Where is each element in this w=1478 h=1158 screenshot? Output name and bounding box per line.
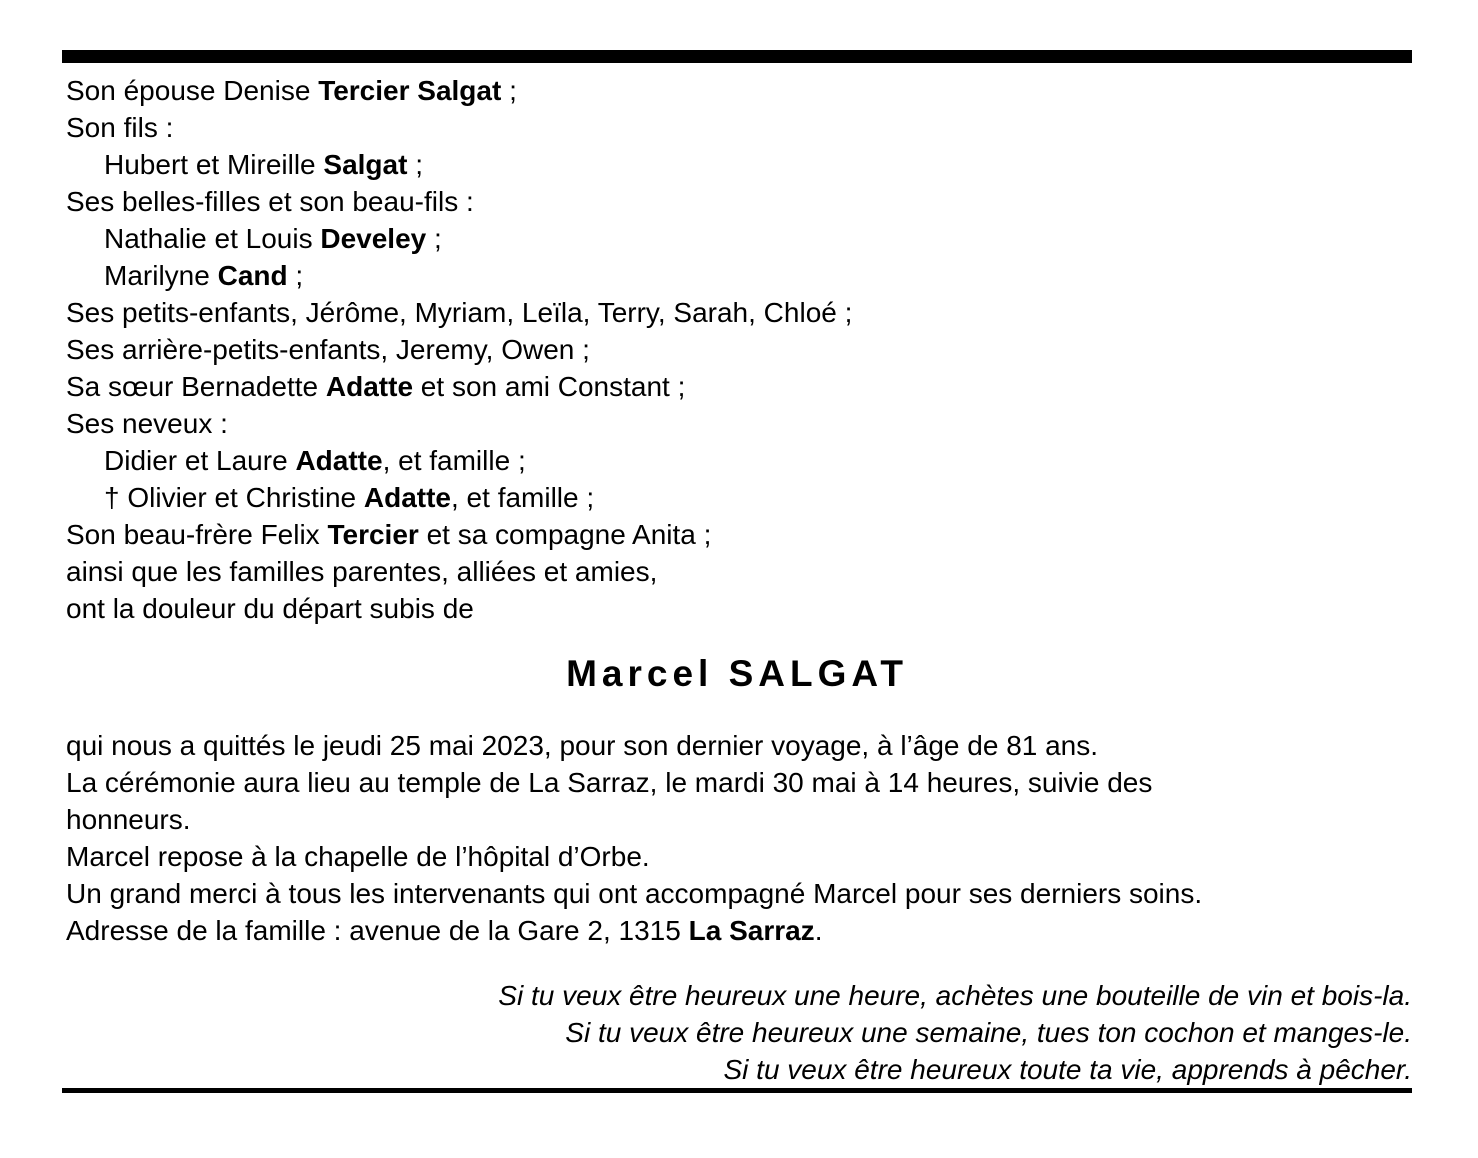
family-list [62, 72, 1412, 627]
deceased-name: Marcel SALGAT [566, 653, 908, 694]
surname-bold-text: Tercier Salgat [318, 75, 502, 106]
announcement [62, 727, 1412, 949]
quote-line [62, 977, 1412, 1014]
surname-bold-text: Adatte [295, 445, 383, 476]
surname-bold-text: Tercier [327, 519, 419, 550]
text-segment: Si tu veux être heureux une semaine, tues ton cochon et manges-le. [565, 1017, 1412, 1048]
text-segment: Ses arrière-petits-enfants, Jeremy, Owen ; [66, 334, 590, 365]
text-segment: ; [501, 75, 517, 106]
family-line [66, 183, 1412, 220]
announcement-line [66, 875, 1412, 912]
family-line [66, 516, 1412, 553]
text-segment: , et famille ; [451, 482, 595, 513]
text-segment: qui nous a quittés le jeudi 25 mai 2023, pour son dernier voyage, à l’âge de 81 ans. [66, 730, 1099, 761]
obituary-content [62, 0, 1412, 1093]
text-segment: Sa sœur Bernadette [66, 371, 326, 402]
family-line [66, 331, 1412, 368]
text-segment: Ses petits-enfants, Jérôme, Myriam, Leïla, Terry, Sarah, Chloé ; [66, 297, 853, 328]
family-line [66, 220, 1412, 257]
family-line [66, 294, 1412, 331]
family-line [66, 590, 1412, 627]
surname-bold-text: Adatte [325, 371, 414, 402]
text-segment: , et famille ; [382, 445, 526, 476]
top-rule [62, 50, 1412, 63]
text-segment: Si tu veux être heureux toute ta vie, apprends à pêcher. [723, 1054, 1412, 1085]
text-segment: Hubert et Mireille [104, 149, 324, 180]
family-line [66, 109, 1412, 146]
text-segment: ; [407, 149, 423, 180]
text-segment: Nathalie et Louis [104, 223, 321, 254]
text-segment: † Olivier et Christine [104, 482, 364, 513]
family-line [66, 479, 1412, 516]
text-segment: ; [287, 260, 304, 291]
quote-line [62, 1051, 1412, 1088]
announcement-line [66, 727, 1412, 764]
text-segment: honneurs. [66, 804, 191, 835]
family-line [66, 146, 1412, 183]
text-segment: Adresse de la famille : avenue de la Gare 2, 1315 [66, 915, 689, 946]
family-line [66, 405, 1412, 442]
surname-bold-text: La Sarraz [688, 915, 815, 946]
announcement-line [66, 912, 1412, 949]
text-segment: La cérémonie aura lieu au temple de La Sarraz, le mardi 30 mai à 14 heures, suivie des [66, 767, 1153, 798]
text-segment: Didier et Laure [104, 445, 296, 476]
announcement-line [66, 764, 1412, 801]
text-segment: ont la douleur du départ subis de [66, 593, 474, 624]
family-line [66, 368, 1412, 405]
surname-bold-text: Develey [320, 223, 427, 254]
text-segment: et sa compagne Anita ; [418, 519, 712, 550]
surname-bold-text: Cand [217, 260, 288, 291]
text-segment: ainsi que les familles parentes, alliées et amies, [66, 556, 658, 587]
surname-bold-text: Salgat [323, 149, 408, 180]
family-line [66, 72, 1412, 109]
text-segment: Un grand merci à tous les intervenants qui ont accompagné Marcel pour ses derniers soins. [66, 878, 1203, 909]
text-segment: Son beau-frère Felix [66, 519, 328, 550]
text-segment: et son ami Constant ; [413, 371, 686, 402]
text-segment: . [814, 915, 823, 946]
text-segment: Son fils : [66, 112, 174, 143]
quote-line [62, 1014, 1412, 1051]
surname-bold-text: Adatte [363, 482, 451, 513]
announcement-line [66, 801, 1412, 838]
family-line [66, 257, 1412, 294]
quote [62, 977, 1412, 1088]
bottom-rule [62, 1088, 1412, 1093]
text-segment: Si tu veux être heureux une heure, achètes une bouteille de vin et bois-la. [498, 980, 1412, 1011]
family-line [66, 442, 1412, 479]
text-segment: Marilyne [104, 260, 218, 291]
family-line [66, 553, 1412, 590]
text-segment: Ses neveux : [66, 408, 228, 439]
text-segment: Ses belles-filles et son beau-fils : [66, 186, 474, 217]
text-segment: Marcel repose à la chapelle de l’hôpital d’Orbe. [66, 841, 650, 872]
text-segment: ; [426, 223, 442, 254]
announcement-line [66, 838, 1412, 875]
text-segment: Son épouse Denise [66, 75, 319, 106]
